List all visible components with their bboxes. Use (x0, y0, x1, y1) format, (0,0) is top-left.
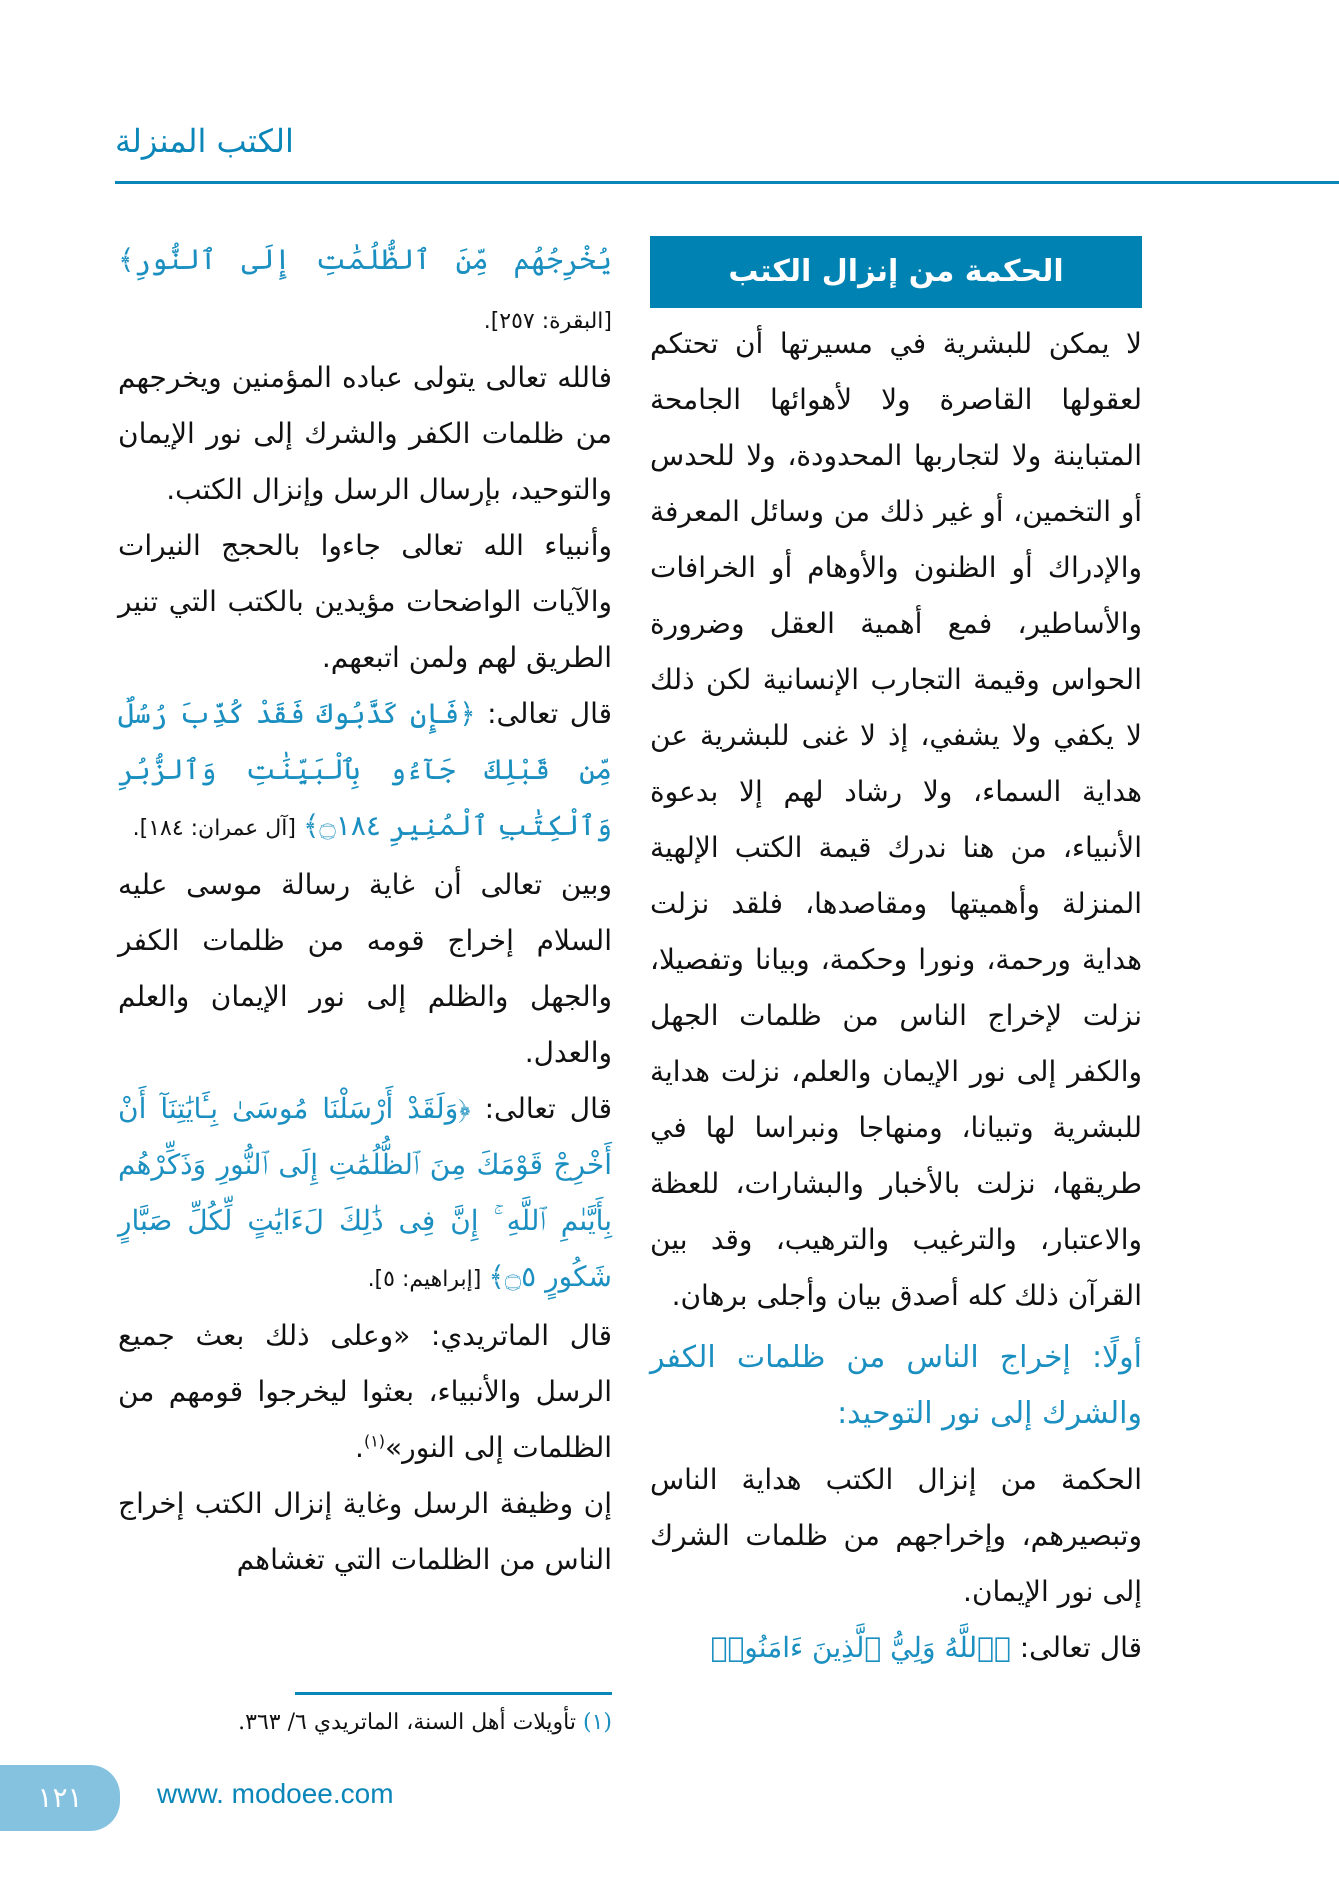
quran-verse: ﴿فَإِن كَذَّبُوكَ فَقَدْ كُذِّبَ رُسُلٌ مِّن قَبْلِكَ جَآءُو بِٱلْبَيِّنَٰتِ وَٱلزُّبُرِ وَٱلْكِتَٰبِ ٱلْمُنِيرِ ۝١٨٤﴾ (118, 697, 612, 842)
verse-reference: [البقرة: ٢٥٧]. (483, 309, 612, 334)
quote-text: قال الماتريدي: «وعلى ذلك بعث جميع الرسل والأنبياء، بعثوا ليخرجوا قومهم من الظلمات إلى النور» (118, 1319, 612, 1464)
period: . (355, 1431, 364, 1464)
quote-intro: قال تعالى: (1010, 1631, 1142, 1664)
quote-paragraph (118, 686, 612, 857)
footnote-divider (295, 1692, 612, 1695)
footnote-text: تأويلات أهل السنة، الماتريدي ٦/ ٣٦٣. (238, 1710, 583, 1735)
quote-paragraph (118, 232, 612, 350)
section-title: الحكمة من إنزال الكتب (650, 236, 1142, 308)
paragraph (118, 1308, 612, 1476)
paragraph: وأنبياء الله تعالى جاءوا بالحجج النيرات والآيات الواضحات مؤيدين بالكتب التي تنير الطريق لهم ولمن اتبعهم. (118, 529, 612, 674)
quran-verse: ﴿وَلَقَدْ أَرْسَلْنَا مُوسَىٰ بِـَٔايَٰتِنَآ أَنْ أَخْرِجْ قَوْمَكَ مِنَ ٱلظُّلُمَٰتِ إِلَى ٱلنُّورِ وَذَكِّرْهُم بِأَيَّىٰمِ ٱللَّهِ ۚ إِنَّ فِى ذَٰلِكَ لَءَايَٰتٍ لِّكُلِّ صَبَّارٍ شَكُورٍ ۝٥﴾ (118, 1092, 612, 1293)
page-number: ١٢١ (0, 1765, 120, 1831)
book-logo: الكتب المنزلة (115, 122, 294, 160)
verse-reference: [آل عمران: ١٨٤]. (132, 816, 303, 841)
paragraph: وبين تعالى أن غاية رسالة موسى عليه السلام إخراج قومه من ظلمات الكفر والجهل والظلم إلى نور الإيمان والعلم والعدل. (118, 868, 612, 1069)
quote-paragraph (650, 1620, 1142, 1676)
quote-paragraph (118, 1081, 612, 1308)
paragraph: إن وظيفة الرسل وغاية إنزال الكتب إخراج الناس من الظلمات التي تغشاهم (118, 1487, 612, 1576)
paragraph: فالله تعالى يتولى عباده المؤمنين ويخرجهم من ظلمات الكفر والشرك إلى نور الإيمان والتوحيد، بإرسال الرسل وإنزال الكتب. (118, 361, 612, 506)
website-link[interactable]: www. modoee.com (157, 1778, 394, 1809)
left-column (118, 232, 612, 1588)
header-divider (115, 181, 1339, 184)
quote-intro: قال تعالى: (470, 1092, 612, 1125)
right-column (650, 236, 1142, 1676)
paragraph: الحكمة من إنزال الكتب هداية الناس وتبصيرهم، وإخراجهم من ظلمات الشرك إلى نور الإيمان. (650, 1463, 1142, 1608)
footnote (150, 1710, 612, 1735)
footnote-marker[interactable]: (١) (363, 1431, 386, 1451)
quran-verse: يُخْرِجُهُم مِّنَ ٱلظُّلُمَٰتِ إِلَى ٱلنُّورِ﴾ (118, 243, 612, 276)
verse-reference: [إبراهيم: ٥]. (367, 1267, 489, 1292)
intro-paragraph: لا يمكن للبشرية في مسيرتها أن تحتكم لعقولها القاصرة ولا لأهوائها الجامحة المتباينة ولا لتجاربها المحدودة، ولا للحدس أو التخمين، أو غير ذلك من وسائل المعرفة والإدراك أو الظنون والأوهام أو الخرافات والأساطير، فمع أهمية العقل وضرورة الحواس وقيمة التجارب الإنسانية لكن ذلك لا يكفي ولا يشفي، إذ لا غنى للبشرية عن هداية السماء، ولا رشاد لهم إلا بدعوة الأنبياء، من هنا ندرك قيمة الكتب الإلهية المنزلة وأهميتها ومقاصدها، فلقد نزلت هداية ورحمة، ونورا وحكمة، وبيانا وتفصيلا، نزلت لإخراج الناس من ظلمات الجهل والكفر إلى نور الإيمان والعلم، نزلت هداية للبشرية وتبيانا، ومنهاجا ونبراسا لها في طريقها، نزلت بالأخبار والبشارات، للعظة والاعتبار، والترغيب والترهيب، وقد بين القرآن ذلك كله أصدق بيان وأجلى برهان. (650, 327, 1142, 1312)
quote-intro: قال تعالى: (475, 697, 612, 730)
subheading: أولًا: إخراج الناس من ظلمات الكفر والشرك إلى نور التوحيد: (650, 1340, 1142, 1431)
quran-verse: ﴿ٱللَّهُ وَلِيُّ ٱلَّذِينَ ءَامَنُوا۟ (710, 1631, 1011, 1664)
footnote-number: (١) (582, 1710, 612, 1735)
